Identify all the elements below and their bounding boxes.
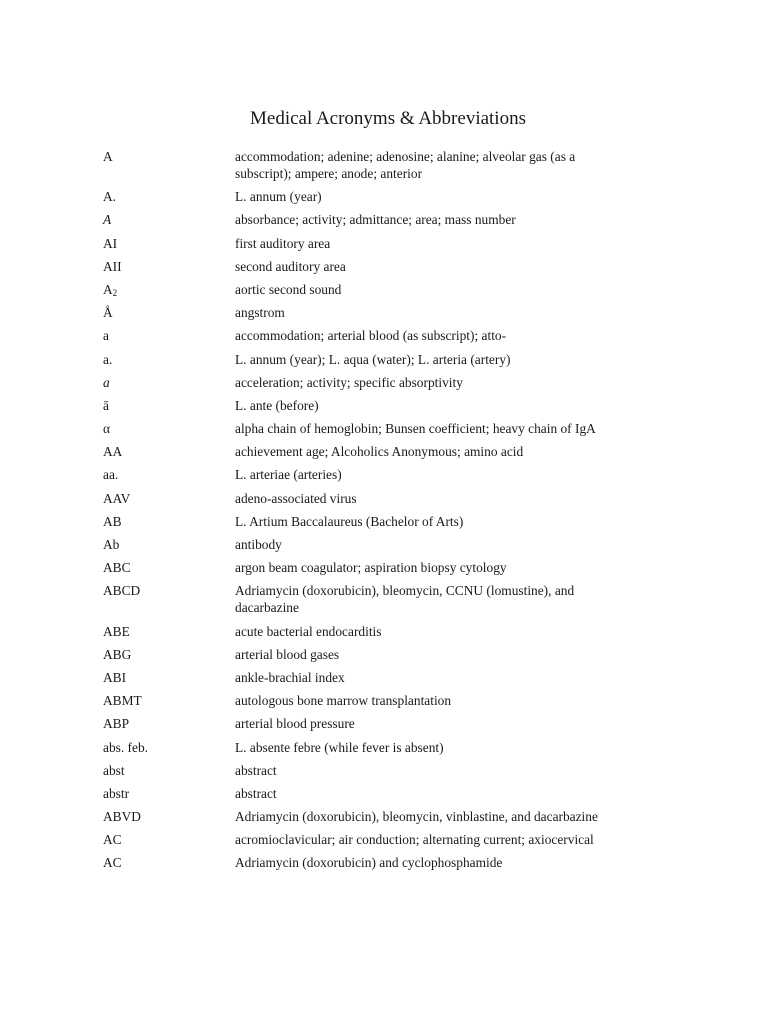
abbreviation-term-text: abst (103, 762, 125, 778)
abbreviation-term (103, 808, 235, 825)
abbreviation-term-text: ABP (103, 716, 130, 732)
abbreviation-term-text: A (103, 149, 113, 164)
abbreviation-term-text: Å (103, 305, 113, 321)
abbreviation-row (103, 420, 663, 437)
abbreviation-definition: second auditory area (235, 258, 346, 274)
abbreviation-term (103, 831, 235, 848)
abbreviation-row (103, 831, 663, 848)
abbreviation-term (103, 559, 235, 576)
abbreviation-term-text: abs. feb. (103, 739, 148, 755)
abbreviation-term (103, 762, 235, 779)
abbreviation-row (103, 490, 663, 507)
abbreviation-definition: arterial blood gases (235, 646, 340, 662)
abbreviation-term-text: A. (103, 189, 117, 205)
abbreviation-row (103, 669, 663, 686)
abbreviation-term (103, 374, 235, 391)
abbreviation-row (103, 854, 663, 871)
abbreviation-row (103, 443, 663, 460)
abbreviation-term (103, 351, 235, 368)
abbreviation-definition: alpha chain of hemoglobin; Bunsen coefficient; heavy chain of IgA (235, 421, 596, 437)
abbreviation-term-text: AAV (103, 490, 131, 506)
abbreviation-definition: aortic second sound (235, 281, 342, 297)
abbreviation-term (103, 854, 235, 871)
abbreviation-definition: autologous bone marrow transplantation (235, 693, 452, 709)
abbreviation-row (103, 466, 663, 483)
abbreviation-row (103, 351, 663, 368)
abbreviation-term (103, 490, 235, 507)
abbreviation-term-text: AA (103, 444, 123, 460)
abbreviation-row (103, 559, 663, 576)
abbreviation-term (103, 623, 235, 640)
abbreviation-term (103, 739, 235, 756)
abbreviation-term-text: AI (103, 235, 118, 251)
abbreviation-row (103, 211, 663, 228)
abbreviation-term-text: ABVD (103, 809, 141, 825)
abbreviation-term (103, 513, 235, 530)
abbreviation-term (103, 258, 235, 275)
abbreviation-row (103, 258, 663, 275)
abbreviation-row (103, 148, 663, 182)
abbreviation-row (103, 397, 663, 414)
abbreviation-row (103, 692, 663, 709)
abbreviation-definition: ankle-brachial index (235, 669, 345, 685)
abbreviation-term-text: ABCD (103, 583, 141, 599)
abbreviation-definition: acromioclavicular; air conduction; alternating current; axiocervical (235, 832, 594, 848)
abbreviation-term (103, 443, 235, 460)
abbreviation-definition: acute bacterial endocarditis (235, 623, 382, 639)
abbreviation-term (103, 211, 235, 228)
abbreviation-definition: accommodation; arterial blood (as subscript); atto- (235, 328, 507, 344)
abbreviation-term (103, 785, 235, 802)
abbreviation-row (103, 304, 663, 321)
abbreviation-definition: first auditory area (235, 235, 331, 251)
abbreviation-row (103, 715, 663, 732)
abbreviation-definition: L. arteriae (arteries) (235, 467, 342, 483)
abbreviation-term-text: a (103, 374, 110, 390)
abbreviation-term-text: ABG (103, 646, 132, 662)
abbreviation-row (103, 327, 663, 344)
abbreviation-term (103, 148, 235, 182)
abbreviation-term-text: ABE (103, 623, 130, 639)
abbreviation-definition: argon beam coagulator; aspiration biopsy cytology (235, 560, 507, 576)
abbreviation-term-text: A (103, 212, 112, 228)
abbreviation-row (103, 762, 663, 779)
abbreviation-list (103, 148, 663, 878)
abbreviation-term-text: A (103, 281, 113, 297)
abbreviation-row (103, 646, 663, 663)
abbreviation-term (103, 327, 235, 344)
abbreviation-row (103, 582, 663, 616)
abbreviation-definition: antibody (235, 537, 282, 552)
abbreviation-row (103, 374, 663, 391)
abbreviation-term (103, 646, 235, 663)
abbreviation-definition: Adriamycin (doxorubicin) and cyclophosphamide (235, 855, 503, 871)
abbreviation-term (103, 669, 235, 686)
abbreviation-term-text: aa. (103, 467, 119, 483)
abbreviation-term (103, 582, 235, 616)
abbreviation-term-text: ā (103, 397, 109, 413)
abbreviation-term-text: AC (103, 855, 122, 871)
abbreviation-row (103, 188, 663, 205)
abbreviation-definition: angstrom (235, 305, 285, 321)
abbreviation-term (103, 281, 235, 298)
abbreviation-term-text: Ab (103, 537, 120, 552)
abbreviation-definition: Adriamycin (doxorubicin), bleomycin, vinblastine, and dacarbazine (235, 809, 598, 825)
abbreviation-term (103, 466, 235, 483)
abbreviation-definition: accommodation; adenine; adenosine; alanine; alveolar gas (as a subscript); ampere; anode; anterior (235, 149, 576, 181)
abbreviation-definition: Adriamycin (doxorubicin), bleomycin, CCNU (lomustine), and dacarbazine (235, 583, 575, 616)
abbreviation-definition: acceleration; activity; specific absorptivity (235, 374, 463, 390)
abbreviation-term (103, 304, 235, 321)
abbreviation-row (103, 808, 663, 825)
abbreviation-term-text: AII (103, 258, 122, 274)
abbreviation-definition: L. annum (year); L. aqua (water); L. arteria (artery) (235, 351, 511, 367)
abbreviation-term (103, 715, 235, 732)
abbreviation-definition: abstract (235, 762, 277, 778)
abbreviation-term-text: α (103, 421, 111, 437)
abbreviation-term-text: a (103, 328, 109, 344)
abbreviation-row (103, 623, 663, 640)
abbreviation-term-text: AB (103, 513, 122, 529)
abbreviation-definition: L. Artium Baccalaureus (Bachelor of Arts) (235, 513, 464, 529)
abbreviation-term (103, 692, 235, 709)
abbreviation-term (103, 397, 235, 414)
abbreviation-term (103, 536, 235, 553)
abbreviation-row (103, 235, 663, 252)
abbreviation-definition: achievement age; Alcoholics Anonymous; amino acid (235, 444, 524, 460)
abbreviation-term-text: ABC (103, 560, 131, 576)
abbreviation-term-text: abstr (103, 785, 130, 801)
abbreviation-definition: L. ante (before) (235, 397, 319, 413)
abbreviation-term (103, 235, 235, 252)
abbreviation-row (103, 513, 663, 530)
abbreviation-row (103, 281, 663, 298)
abbreviation-definition: abstract (235, 785, 277, 801)
abbreviation-row (103, 739, 663, 756)
abbreviation-term (103, 420, 235, 437)
abbreviation-definition: adeno-associated virus (235, 490, 357, 506)
abbreviation-term-text: ABMT (103, 693, 142, 709)
abbreviation-row (103, 785, 663, 802)
abbreviation-definition: absorbance; activity; admittance; area; mass number (235, 212, 516, 228)
abbreviation-term (103, 188, 235, 205)
abbreviation-definition: arterial blood pressure (235, 716, 355, 732)
page-title: Medical Acronyms & Abbreviations (250, 108, 526, 129)
abbreviation-definition: L. absente febre (while fever is absent) (235, 739, 444, 755)
abbreviation-term-text: AC (103, 832, 122, 848)
abbreviation-term-subscript: 2 (112, 287, 118, 298)
abbreviation-term-text: ABI (103, 669, 127, 685)
abbreviation-row (103, 536, 663, 553)
abbreviation-term-text: a. (103, 351, 113, 367)
abbreviation-definition: L. annum (year) (235, 189, 322, 205)
